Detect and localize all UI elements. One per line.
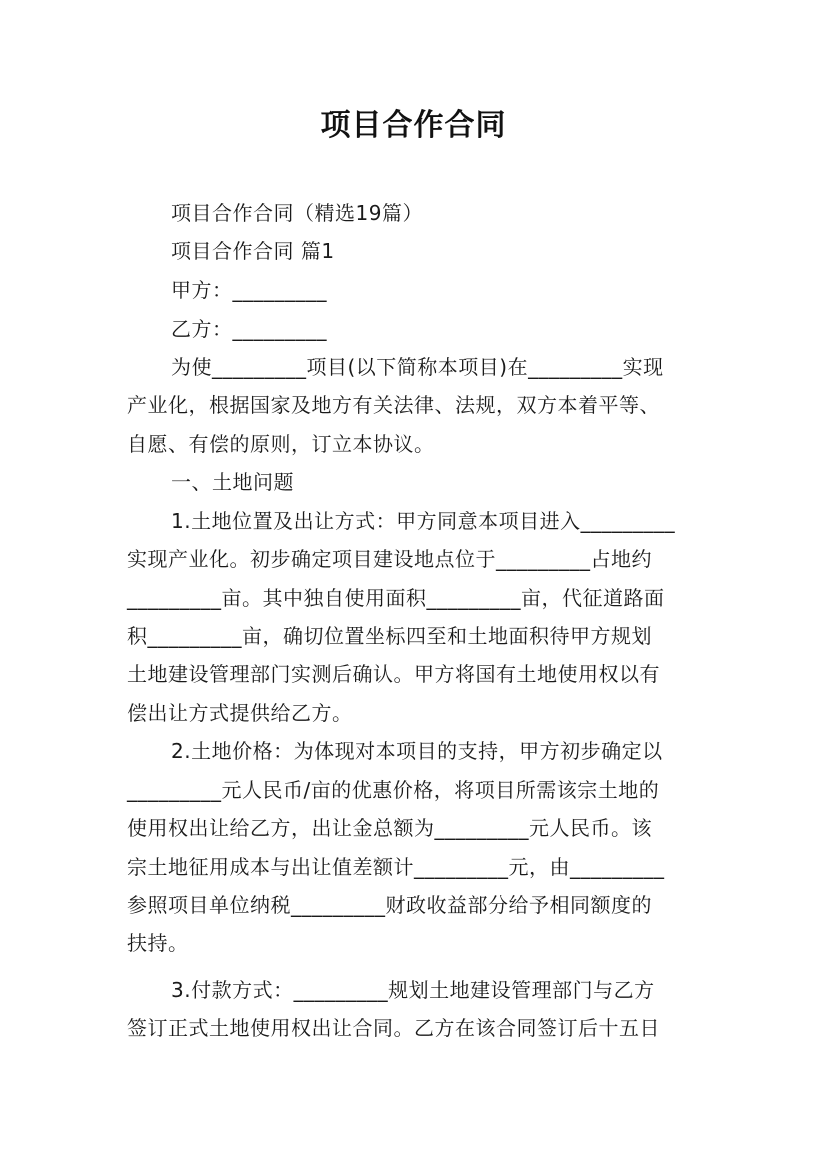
paragraph-line: 1.土地位置及出让方式：甲方同意本项目进入_________ — [171, 509, 676, 533]
paragraph-line: _________元人民币/亩的优惠价格，将项目所需该宗土地的 — [127, 778, 660, 802]
document-title: 项目合作合同 — [320, 108, 507, 143]
paragraph-line: 签订正式土地使用权出让合同。乙方在该合同签订后十五日 — [127, 1016, 660, 1040]
paragraph-line: 实现产业化。初步确定项目建设地点位于_________占地约 — [127, 547, 652, 571]
party-a-line: 甲方：_________ — [171, 278, 327, 302]
paragraph-line: 2.土地价格：为体现对本项目的支持，甲方初步确定以 — [171, 739, 663, 763]
paragraph-line: 3.付款方式：_________规划土地建设管理部门与乙方 — [171, 978, 655, 1002]
paragraph-line: _________亩。其中独自使用面积_________亩，代征道路面 — [127, 586, 665, 610]
paragraph-line: 扶持。 — [127, 931, 189, 955]
paragraph-line: 参照项目单位纳税_________财政收益部分给予相同额度的 — [127, 893, 652, 917]
paragraph-line: 自愿、有偿的原则，订立本协议。 — [127, 432, 435, 456]
clause-heading: 一、土地问题 — [171, 470, 294, 494]
paragraph-line: 使用权出让给乙方，出让金总额为_________元人民币。该 — [127, 816, 652, 840]
paragraph-line: 产业化，根据国家及地方有关法律、法规，双方本着平等、 — [127, 393, 660, 417]
paragraph-line: 偿出让方式提供给乙方。 — [127, 701, 353, 725]
paragraph-line: 土地建设管理部门实测后确认。甲方将国有土地使用权以有 — [127, 662, 660, 686]
paragraph-line: 宗土地征用成本与出让值差额计_________元，由_________ — [127, 855, 665, 879]
subtitle-line: 项目合作合同（精选19篇） — [171, 201, 423, 225]
paragraph-line: 为使_________项目(以下简称本项目)在_________实现 — [171, 355, 664, 379]
party-b-line: 乙方：_________ — [171, 317, 327, 341]
section-heading: 项目合作合同 篇1 — [171, 239, 335, 263]
paragraph-line: 积_________亩，确切位置坐标四至和土地面积待甲方规划 — [127, 624, 652, 648]
